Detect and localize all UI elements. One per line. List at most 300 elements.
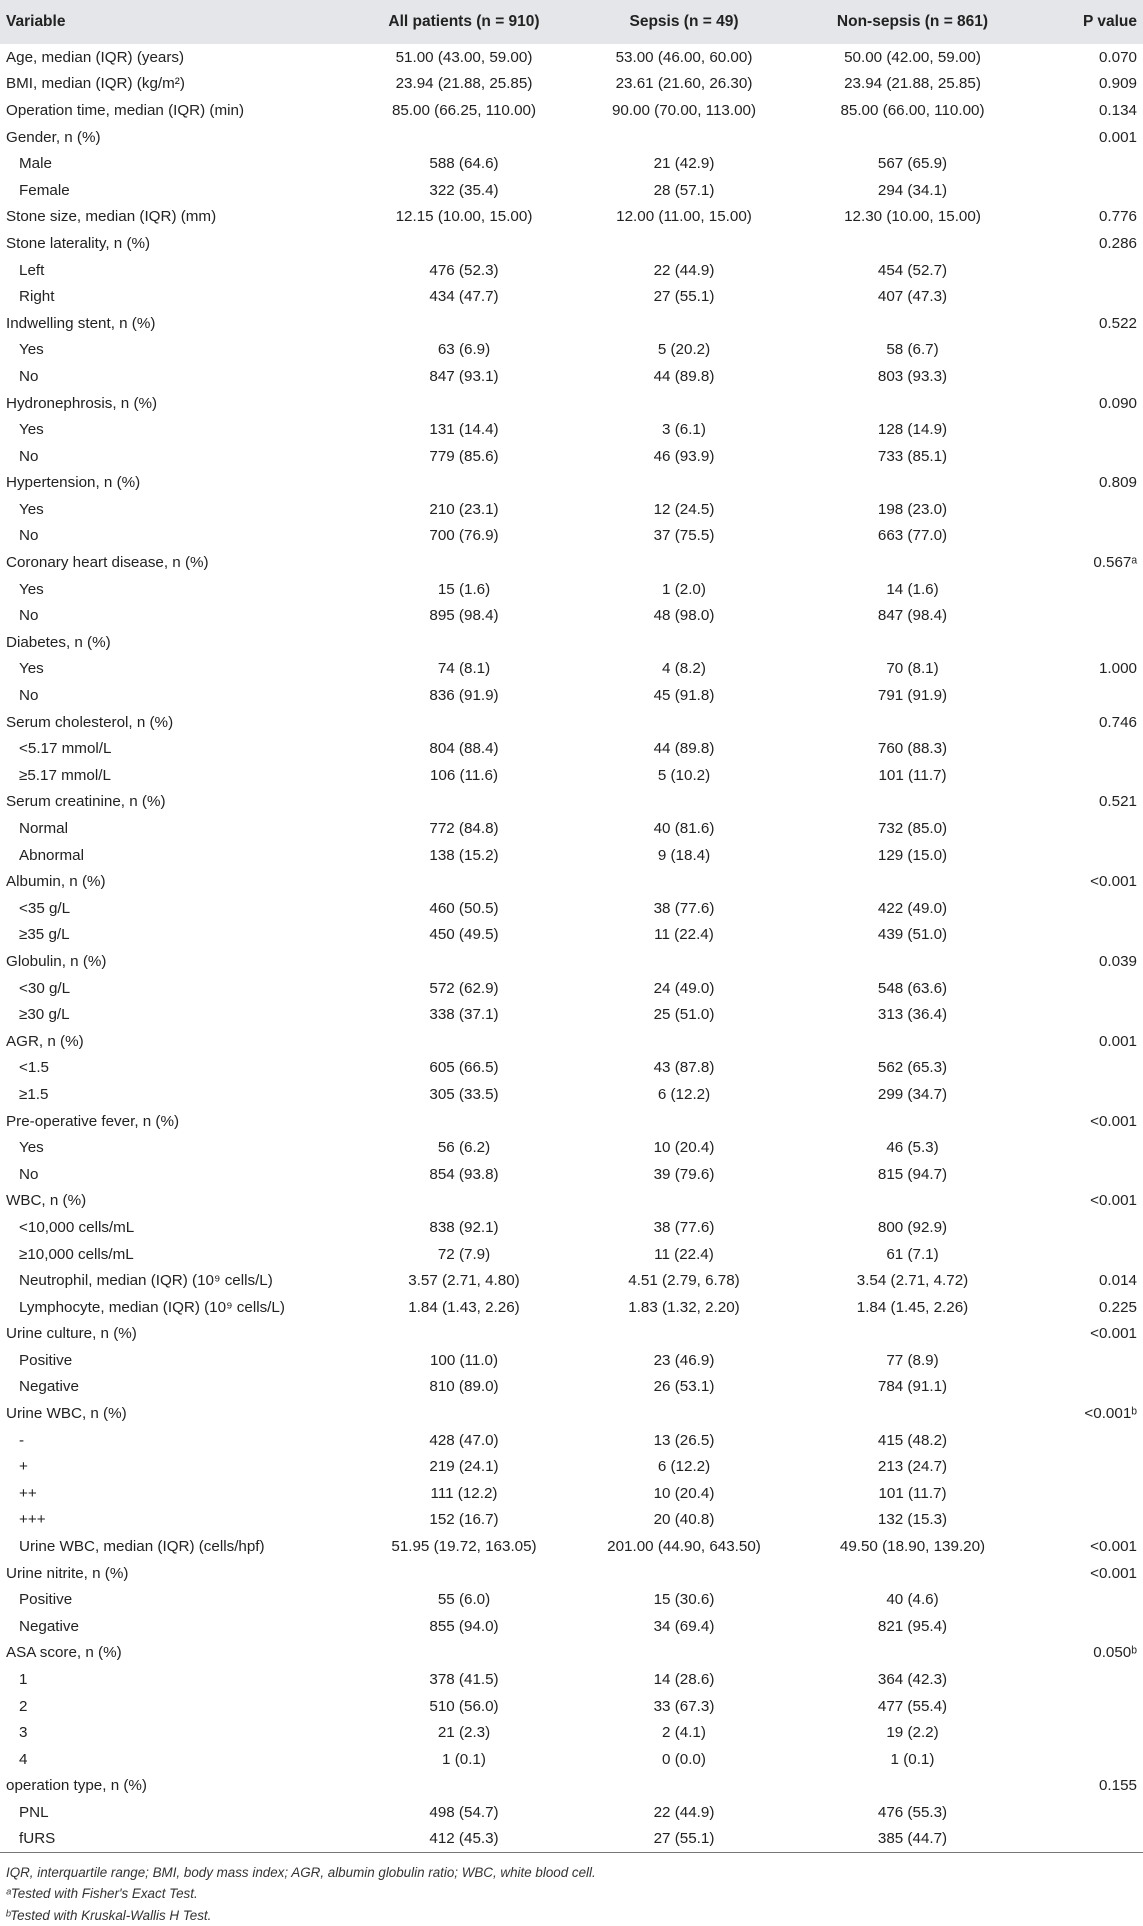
non-sepsis-cell: 815 (94.7) xyxy=(877,1165,948,1183)
all-patients-cell xyxy=(357,310,571,337)
all-patients-cell: 460 (50.5) xyxy=(429,899,499,917)
sepsis-cell xyxy=(571,789,797,816)
all-patients-cell: 85.00 (66.25, 110.00) xyxy=(391,101,537,119)
all-patients-cell: 12.15 (10.00, 15.00) xyxy=(395,208,533,226)
sepsis-cell: 27 (55.1) xyxy=(653,1830,715,1848)
sepsis-cell: 5 (10.2) xyxy=(657,766,711,784)
all-patients-cell: 338 (37.1) xyxy=(429,1006,499,1024)
non-sepsis-cell: 760 (88.3) xyxy=(877,740,948,758)
sepsis-cell: 26 (53.1) xyxy=(653,1378,715,1396)
variable-cell: Urine nitrite, n (%) xyxy=(6,1564,129,1582)
variable-cell: Serum cholesterol, n (%) xyxy=(6,713,174,731)
p-value-cell xyxy=(1028,1586,1143,1613)
non-sepsis-cell: 23.94 (21.88, 25.85) xyxy=(844,75,981,93)
table-subrow xyxy=(0,1480,1143,1507)
sepsis-cell: 38 (77.6) xyxy=(653,899,715,917)
variable-cell: Yes xyxy=(19,580,44,598)
sepsis-cell: 90.00 (70.00, 113.00) xyxy=(611,101,757,119)
table-subrow xyxy=(0,1826,1143,1853)
all-patients-cell: 74 (8.1) xyxy=(437,660,491,678)
table-subrow xyxy=(0,1533,1143,1560)
table-subrow xyxy=(0,735,1143,762)
table-subrow xyxy=(0,1799,1143,1826)
all-patients-cell xyxy=(357,390,571,417)
table-row xyxy=(0,868,1143,895)
all-patients-cell: 51.95 (19.72, 163.05) xyxy=(391,1538,537,1556)
non-sepsis-cell xyxy=(797,390,1028,417)
sepsis-cell xyxy=(571,124,797,151)
sepsis-cell xyxy=(571,1560,797,1587)
p-value-cell xyxy=(1028,1374,1143,1401)
all-patients-cell: 847 (93.1) xyxy=(429,367,499,385)
p-value-cell: 1.000 xyxy=(1098,660,1137,678)
variable-cell: No xyxy=(19,367,39,385)
p-value-cell xyxy=(1028,337,1143,364)
p-value-cell: 0.522 xyxy=(1098,314,1137,332)
p-value-cell xyxy=(1028,1134,1143,1161)
p-value-cell: <0.001 xyxy=(1090,1192,1137,1210)
table-subrow xyxy=(0,815,1143,842)
sepsis-cell xyxy=(571,470,797,497)
sepsis-cell: 2 (4.1) xyxy=(662,1724,706,1742)
footnote-b: ᵇTested with Kruskal-Wallis H Test. xyxy=(6,1907,212,1923)
table-subrow xyxy=(0,1267,1143,1294)
all-patients-cell xyxy=(357,230,571,257)
p-value-cell: 0.090 xyxy=(1098,394,1137,412)
variable-cell: Lymphocyte, median (IQR) (10⁹ cells/L) xyxy=(19,1298,285,1316)
variable-cell: No xyxy=(19,687,39,705)
table-subrow xyxy=(0,1214,1143,1241)
variable-cell: Stone size, median (IQR) (mm) xyxy=(6,208,217,226)
variable-cell: Yes xyxy=(19,660,44,678)
table-row xyxy=(0,44,1143,71)
footnote-a: ᵃTested with Fisher's Exact Test. xyxy=(6,1886,198,1902)
sepsis-cell: 44 (89.8) xyxy=(653,740,715,758)
sepsis-cell: 33 (67.3) xyxy=(653,1697,715,1715)
sepsis-cell xyxy=(571,230,797,257)
table-subrow xyxy=(0,1081,1143,1108)
table-subrow xyxy=(0,576,1143,603)
sepsis-cell: 44 (89.8) xyxy=(653,367,715,385)
table-row xyxy=(0,1028,1143,1055)
all-patients-cell: 219 (24.1) xyxy=(429,1458,499,1476)
sepsis-cell xyxy=(571,549,797,576)
table-row xyxy=(0,1400,1143,1427)
p-value-cell xyxy=(1028,602,1143,629)
non-sepsis-cell: 415 (48.2) xyxy=(877,1431,948,1449)
header-all-patients: All patients (n = 910) xyxy=(388,13,540,30)
sepsis-cell xyxy=(571,310,797,337)
p-value-cell xyxy=(1028,1719,1143,1746)
table-subrow xyxy=(0,1241,1143,1268)
variable-cell: Indwelling stent, n (%) xyxy=(6,314,156,332)
all-patients-cell xyxy=(357,549,571,576)
non-sepsis-cell: 50.00 (42.00, 59.00) xyxy=(844,48,981,66)
sepsis-cell: 27 (55.1) xyxy=(653,288,715,306)
table-footnotes xyxy=(0,1862,1143,1926)
variable-cell: ≥30 g/L xyxy=(19,1006,70,1024)
non-sepsis-cell: 800 (92.9) xyxy=(877,1218,948,1236)
all-patients-cell: 412 (45.3) xyxy=(429,1830,499,1848)
all-patients-cell: 3.57 (2.71, 4.80) xyxy=(408,1272,520,1290)
non-sepsis-cell: 40 (4.6) xyxy=(886,1591,939,1609)
all-patients-cell xyxy=(357,948,571,975)
p-value-cell xyxy=(1028,735,1143,762)
table-row xyxy=(0,310,1143,337)
sepsis-cell: 1 (2.0) xyxy=(662,580,706,598)
sepsis-cell: 34 (69.4) xyxy=(653,1617,715,1635)
non-sepsis-cell xyxy=(797,1188,1028,1215)
table-subrow xyxy=(0,1693,1143,1720)
sepsis-cell: 28 (57.1) xyxy=(653,181,715,199)
table-subrow xyxy=(0,842,1143,869)
table-subrow xyxy=(0,922,1143,949)
table-subrow xyxy=(0,1453,1143,1480)
all-patients-cell: 434 (47.7) xyxy=(429,288,499,306)
sepsis-cell xyxy=(571,1773,797,1800)
variable-cell: ≥1.5 xyxy=(19,1085,49,1103)
p-value-cell: 0.155 xyxy=(1098,1777,1137,1795)
p-value-cell: 0.001 xyxy=(1098,1032,1137,1050)
all-patients-cell: 854 (93.8) xyxy=(429,1165,499,1183)
non-sepsis-cell: 562 (65.3) xyxy=(877,1059,948,1077)
table-row xyxy=(0,230,1143,257)
sepsis-cell xyxy=(571,1028,797,1055)
table-subrow xyxy=(0,656,1143,683)
all-patients-cell: 111 (12.2) xyxy=(430,1484,498,1502)
footnote-abbreviations: IQR, interquartile range; BMI, body mass index; AGR, albumin globulin ratio; WBC, white blood cell. xyxy=(6,1864,596,1880)
variable-cell: No xyxy=(19,527,39,545)
variable-cell: Male xyxy=(19,155,52,173)
sepsis-cell: 11 (22.4) xyxy=(654,1245,714,1263)
non-sepsis-cell xyxy=(797,124,1028,151)
sepsis-cell: 6 (12.2) xyxy=(657,1458,711,1476)
sepsis-cell: 40 (81.6) xyxy=(653,820,715,838)
all-patients-cell xyxy=(357,1560,571,1587)
all-patients-cell: 476 (52.3) xyxy=(429,261,499,279)
variable-cell: Normal xyxy=(19,820,68,838)
sepsis-cell: 24 (49.0) xyxy=(653,979,715,997)
non-sepsis-cell xyxy=(797,1028,1028,1055)
p-value-cell xyxy=(1028,576,1143,603)
sepsis-cell: 10 (20.4) xyxy=(653,1484,715,1502)
variable-cell: Yes xyxy=(19,500,44,518)
non-sepsis-cell: 1 (0.1) xyxy=(890,1750,935,1768)
p-value-cell: 0.070 xyxy=(1098,48,1137,66)
variable-cell: Yes xyxy=(19,421,44,439)
all-patients-cell: 895 (98.4) xyxy=(429,607,499,625)
table-subrow xyxy=(0,416,1143,443)
variable-cell: Positive xyxy=(19,1591,73,1609)
variable-cell: <35 g/L xyxy=(19,899,71,917)
non-sepsis-cell: 364 (42.3) xyxy=(877,1671,948,1689)
non-sepsis-cell xyxy=(797,1108,1028,1135)
variable-cell: Albumin, n (%) xyxy=(6,873,106,891)
non-sepsis-cell: 732 (85.0) xyxy=(877,820,948,838)
non-sepsis-cell: 847 (98.4) xyxy=(877,607,948,625)
variable-cell: Operation time, median (IQR) (min) xyxy=(6,101,245,119)
sepsis-cell: 12 (24.5) xyxy=(653,500,715,518)
variable-cell: 4 xyxy=(19,1750,28,1768)
sepsis-cell: 13 (26.5) xyxy=(653,1431,715,1449)
p-value-cell xyxy=(1028,363,1143,390)
sepsis-cell: 37 (75.5) xyxy=(653,527,715,545)
sepsis-cell xyxy=(571,709,797,736)
variable-cell: Serum creatinine, n (%) xyxy=(6,793,166,811)
non-sepsis-cell: 14 (1.6) xyxy=(886,580,939,598)
variable-cell: - xyxy=(19,1431,25,1449)
non-sepsis-cell: 548 (63.6) xyxy=(877,979,948,997)
non-sepsis-cell: 733 (85.1) xyxy=(877,447,948,465)
variable-cell: No xyxy=(19,447,39,465)
non-sepsis-cell: 567 (65.9) xyxy=(877,155,948,173)
non-sepsis-cell xyxy=(797,310,1028,337)
variable-cell: WBC, n (%) xyxy=(6,1192,87,1210)
all-patients-cell: 305 (33.5) xyxy=(429,1085,499,1103)
p-value-cell xyxy=(1028,815,1143,842)
all-patients-cell: 779 (85.6) xyxy=(429,447,499,465)
sepsis-cell: 46 (93.9) xyxy=(653,447,715,465)
non-sepsis-cell: 454 (52.7) xyxy=(877,261,948,279)
p-value-cell xyxy=(1028,922,1143,949)
p-value-cell: <0.001 xyxy=(1090,873,1137,891)
non-sepsis-cell: 213 (24.7) xyxy=(877,1458,948,1476)
table-subrow xyxy=(0,762,1143,789)
non-sepsis-cell: 19 (2.2) xyxy=(886,1724,939,1742)
sepsis-cell: 25 (51.0) xyxy=(653,1006,715,1024)
sepsis-cell: 48 (98.0) xyxy=(653,607,715,625)
p-value-cell xyxy=(1028,257,1143,284)
p-value-cell: 0.039 xyxy=(1098,952,1137,970)
table-subrow xyxy=(0,177,1143,204)
variable-cell: Coronary heart disease, n (%) xyxy=(6,554,209,572)
sepsis-cell xyxy=(571,1321,797,1348)
variable-cell: 2 xyxy=(19,1697,28,1715)
all-patients-cell xyxy=(357,1773,571,1800)
variable-cell: 3 xyxy=(19,1724,28,1742)
all-patients-cell: 56 (6.2) xyxy=(437,1139,491,1157)
non-sepsis-cell xyxy=(797,629,1028,656)
sepsis-cell xyxy=(571,1188,797,1215)
p-value-cell xyxy=(1028,1799,1143,1826)
p-value-cell: 0.225 xyxy=(1098,1298,1137,1316)
variable-cell: Urine culture, n (%) xyxy=(6,1325,137,1343)
all-patients-cell xyxy=(357,1321,571,1348)
variable-cell: Female xyxy=(19,181,70,199)
table-subrow xyxy=(0,337,1143,364)
p-value-cell xyxy=(1028,1480,1143,1507)
p-value-cell xyxy=(1028,975,1143,1002)
non-sepsis-cell xyxy=(797,1560,1028,1587)
sepsis-cell: 4.51 (2.79, 6.78) xyxy=(628,1272,740,1290)
sepsis-cell: 15 (30.6) xyxy=(653,1591,715,1609)
sepsis-cell: 201.00 (44.90, 643.50) xyxy=(607,1538,761,1556)
variable-cell: ≥35 g/L xyxy=(19,926,70,944)
p-value-cell xyxy=(1028,1241,1143,1268)
all-patients-cell: 51.00 (43.00, 59.00) xyxy=(395,48,533,66)
p-value-cell xyxy=(1028,523,1143,550)
all-patients-cell: 588 (64.6) xyxy=(429,155,499,173)
variable-cell: Yes xyxy=(19,1139,44,1157)
non-sepsis-cell: 129 (15.0) xyxy=(877,846,948,864)
variable-cell: Neutrophil, median (IQR) (10⁹ cells/L) xyxy=(19,1272,273,1290)
table-row xyxy=(0,709,1143,736)
variable-cell: Urine WBC, median (IQR) (cells/hpf) xyxy=(19,1538,265,1556)
p-value-cell: 0.521 xyxy=(1098,793,1137,811)
p-value-cell xyxy=(1028,1427,1143,1454)
p-value-cell: 0.134 xyxy=(1098,101,1137,119)
header-variable: Variable xyxy=(6,13,66,30)
non-sepsis-cell: 58 (6.7) xyxy=(886,341,939,359)
sepsis-cell: 53.00 (46.00, 60.00) xyxy=(615,48,753,66)
table-row xyxy=(0,97,1143,124)
table-subrow xyxy=(0,1347,1143,1374)
table-row xyxy=(0,124,1143,151)
non-sepsis-cell xyxy=(797,470,1028,497)
all-patients-cell: 1 (0.1) xyxy=(442,1750,486,1768)
table-subrow xyxy=(0,1001,1143,1028)
non-sepsis-cell: 12.30 (10.00, 15.00) xyxy=(844,208,981,226)
all-patients-cell: 72 (7.9) xyxy=(437,1245,491,1263)
variable-cell: Urine WBC, n (%) xyxy=(6,1405,127,1423)
variable-cell: <10,000 cells/mL xyxy=(19,1218,135,1236)
table-subrow xyxy=(0,1613,1143,1640)
non-sepsis-cell xyxy=(797,1321,1028,1348)
p-value-cell xyxy=(1028,1081,1143,1108)
sepsis-cell: 3 (6.1) xyxy=(662,421,706,439)
all-patients-cell xyxy=(357,1640,571,1667)
variable-cell: Negative xyxy=(19,1378,79,1396)
p-value-cell xyxy=(1028,1453,1143,1480)
all-patients-cell xyxy=(357,124,571,151)
sepsis-cell: 9 (18.4) xyxy=(657,846,711,864)
non-sepsis-cell xyxy=(797,868,1028,895)
all-patients-cell: 855 (94.0) xyxy=(429,1617,499,1635)
table-row xyxy=(0,629,1143,656)
variable-cell: Age, median (IQR) (years) xyxy=(6,48,185,66)
non-sepsis-cell xyxy=(797,948,1028,975)
header-p-value: P value xyxy=(1082,13,1137,30)
table-subrow xyxy=(0,257,1143,284)
p-value-cell: 0.776 xyxy=(1098,208,1137,226)
variable-cell: Yes xyxy=(19,341,44,359)
non-sepsis-cell: 803 (93.3) xyxy=(877,367,948,385)
non-sepsis-cell: 70 (8.1) xyxy=(886,660,939,678)
p-value-cell: 0.809 xyxy=(1098,474,1137,492)
all-patients-cell xyxy=(357,470,571,497)
variable-cell: ASA score, n (%) xyxy=(6,1644,122,1662)
non-sepsis-cell: 101 (11.7) xyxy=(878,766,947,784)
table-subrow xyxy=(0,150,1143,177)
non-sepsis-cell: 49.50 (18.90, 139.20) xyxy=(839,1538,986,1556)
table-subrow xyxy=(0,1161,1143,1188)
p-value-cell: 0.746 xyxy=(1098,713,1137,731)
p-value-cell xyxy=(1028,1055,1143,1082)
sepsis-cell xyxy=(571,390,797,417)
variable-cell: ≥5.17 mmol/L xyxy=(19,766,111,784)
all-patients-cell xyxy=(357,709,571,736)
all-patients-cell: 428 (47.0) xyxy=(429,1431,499,1449)
non-sepsis-cell: 663 (77.0) xyxy=(877,527,948,545)
sepsis-cell: 38 (77.6) xyxy=(653,1218,715,1236)
all-patients-cell: 378 (41.5) xyxy=(429,1671,499,1689)
table-subrow xyxy=(0,1134,1143,1161)
p-value-cell xyxy=(1028,842,1143,869)
p-value-cell xyxy=(1028,1161,1143,1188)
non-sepsis-cell xyxy=(797,789,1028,816)
p-value-cell xyxy=(1028,1826,1143,1853)
sepsis-cell xyxy=(571,629,797,656)
variable-cell: <1.5 xyxy=(19,1059,49,1077)
table-subrow xyxy=(0,682,1143,709)
variable-cell: Globulin, n (%) xyxy=(6,952,107,970)
all-patients-cell: 605 (66.5) xyxy=(429,1059,499,1077)
table-row xyxy=(0,1188,1143,1215)
sepsis-cell: 10 (20.4) xyxy=(653,1139,715,1157)
non-sepsis-cell: 1.84 (1.45, 2.26) xyxy=(856,1298,969,1316)
table-row xyxy=(0,789,1143,816)
non-sepsis-cell xyxy=(797,1773,1028,1800)
all-patients-cell: 15 (1.6) xyxy=(437,580,491,598)
non-sepsis-cell: 46 (5.3) xyxy=(886,1139,939,1157)
all-patients-cell: 450 (49.5) xyxy=(429,926,499,944)
p-value-cell: 0.001 xyxy=(1098,128,1137,146)
all-patients-cell: 322 (35.4) xyxy=(429,181,499,199)
non-sepsis-cell: 385 (44.7) xyxy=(877,1830,948,1848)
table-subrow xyxy=(0,602,1143,629)
sepsis-cell: 14 (28.6) xyxy=(653,1671,715,1689)
sepsis-cell: 39 (79.6) xyxy=(653,1165,715,1183)
non-sepsis-cell xyxy=(797,1400,1028,1427)
all-patients-cell: 55 (6.0) xyxy=(437,1591,491,1609)
table-subrow xyxy=(0,975,1143,1002)
table-row xyxy=(0,1560,1143,1587)
header-row xyxy=(0,0,1143,44)
non-sepsis-cell: 407 (47.3) xyxy=(877,288,948,306)
variable-cell: Positive xyxy=(19,1351,73,1369)
table-row xyxy=(0,948,1143,975)
sepsis-cell: 1.83 (1.32, 2.20) xyxy=(628,1298,740,1316)
variable-cell: Hypertension, n (%) xyxy=(6,474,141,492)
all-patients-cell: 138 (15.2) xyxy=(429,846,499,864)
p-value-cell: <0.001 xyxy=(1090,1564,1137,1582)
p-value-cell: 0.050ᵇ xyxy=(1093,1644,1137,1662)
sepsis-cell: 6 (12.2) xyxy=(657,1085,711,1103)
non-sepsis-cell: 85.00 (66.00, 110.00) xyxy=(840,101,985,119)
table-row xyxy=(0,390,1143,417)
sepsis-cell: 11 (22.4) xyxy=(654,926,714,944)
table-subrow xyxy=(0,283,1143,310)
table-row xyxy=(0,1321,1143,1348)
sepsis-cell: 43 (87.8) xyxy=(653,1059,715,1077)
all-patients-cell xyxy=(357,868,571,895)
p-value-cell xyxy=(1028,1613,1143,1640)
non-sepsis-cell xyxy=(797,549,1028,576)
non-sepsis-cell: 128 (14.9) xyxy=(877,421,948,439)
sepsis-cell: 22 (44.9) xyxy=(653,1803,715,1821)
table-row xyxy=(0,1108,1143,1135)
all-patients-cell: 100 (11.0) xyxy=(429,1351,499,1369)
all-patients-cell: 836 (91.9) xyxy=(429,687,499,705)
sepsis-cell: 4 (8.2) xyxy=(662,660,706,678)
non-sepsis-cell xyxy=(797,1640,1028,1667)
sepsis-cell: 12.00 (11.00, 15.00) xyxy=(616,208,752,226)
p-value-cell xyxy=(1028,682,1143,709)
all-patients-cell: 700 (76.9) xyxy=(429,527,499,545)
p-value-cell: 0.909 xyxy=(1098,75,1137,93)
table-header xyxy=(0,0,1143,44)
p-value-cell: <0.001ᵇ xyxy=(1084,1405,1137,1423)
